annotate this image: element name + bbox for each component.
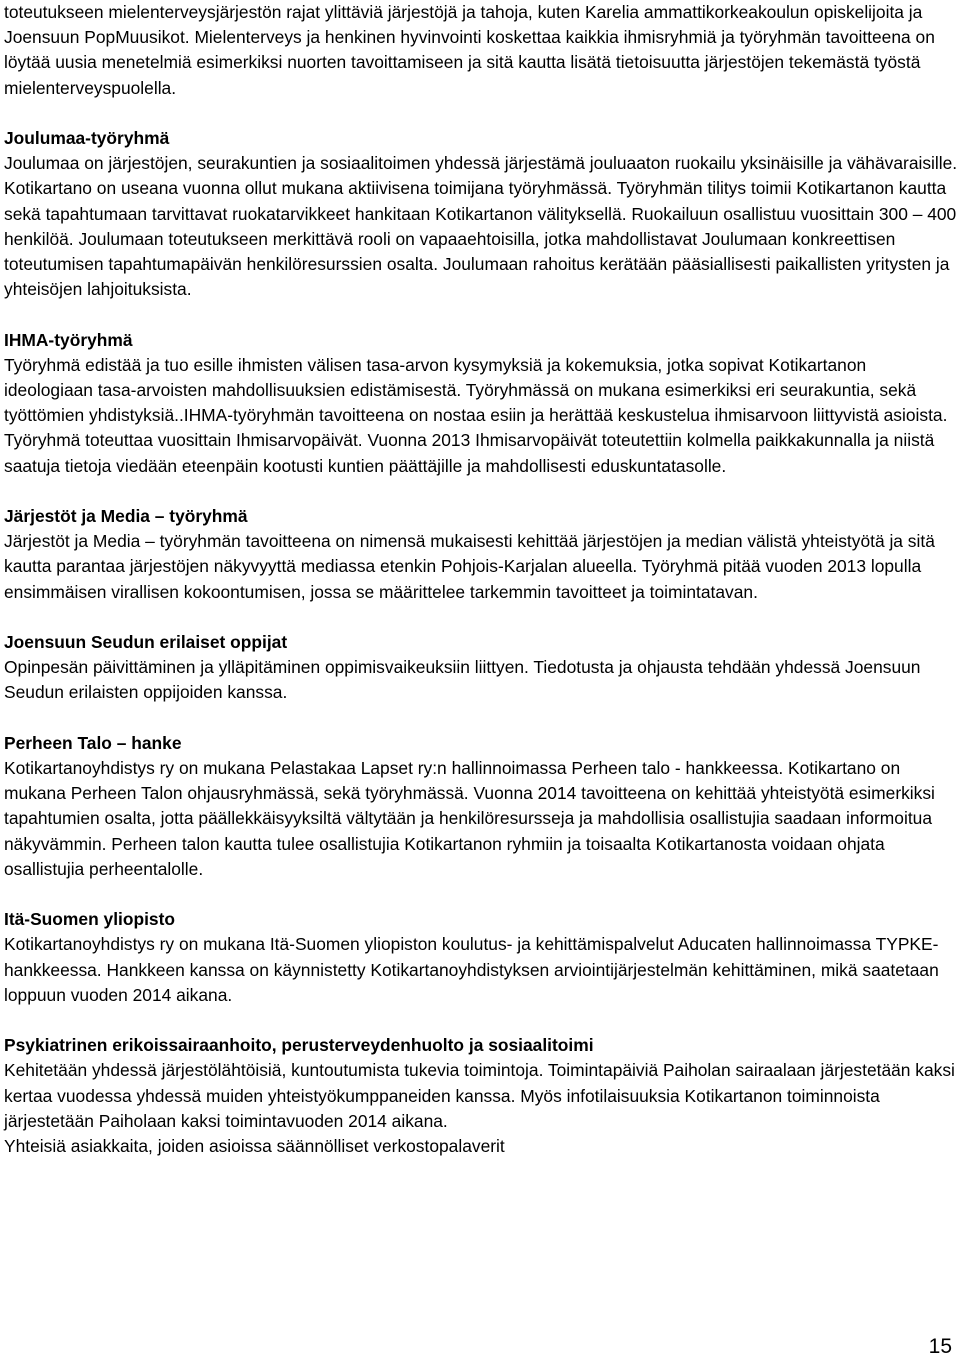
section-heading: Joulumaa-työryhmä — [4, 128, 170, 148]
section-text: Järjestöt ja Media – työryhmän tavoitteena on nimensä mukaisesti kehittää järjestöjen ja median välistä yhteistyötä ja sitä kautta parantaa järjestöjen näkyvyyttä mediassa etenkin Pohjois-Karjalan alueella. Työryhmä pitää vuoden 2013 lopulla ensimmäisen virallisen kokoontumisen, jossa se määrittelee tarkemmin tavoitteet ja toimintatavan. — [4, 531, 935, 602]
section-heading: Joensuun Seudun erilaiset oppijat — [4, 632, 288, 653]
section-text: Työryhmä edistää ja tuo esille ihmisten välisen tasa-arvon kysymyksiä ja kokemuksia, jotka sopivat Kotikartanon ideologiaan tasa-arvoisten mahdollisuuksien edistämisestä. Työryhmässä on mukana esimerkiksi eri seurakuntia, sekä työttömien yhdistyksiä..IHMA-työryhmän tavoitteena on nostaa esiin ja herättää keskustelua ihmisarvoon liittyvistä asioista. Työryhmä toteuttaa vuosittain Ihmisarvopäivät. Vuonna 2013 Ihmisarvopäivät toteutettiin kolmella paikkakunnalla ja niistä saatuja tietoja viedään eteenpäin kootusti kuntien päättäjille ja mahdollisesti eduskuntatasolle. — [4, 354, 948, 476]
document-page — [4, 0, 958, 1159]
section-heading: Psykiatrinen erikoissairaanhoito, perusterveydenhuolto ja sosiaalitoimi — [4, 1035, 594, 1056]
section-jarjestot-media — [4, 504, 958, 605]
section-heading: IHMA-työryhmä — [4, 329, 133, 350]
section-text: Kotikartanoyhdistys ry on mukana Pelastakaa Lapset ry:n hallinnoimassa Perheen talo - hankkeessa. Kotikartano on mukana Perheen Talon ohjausryhmässä, sekä työryhmässä. Vuonna 2014 tavoitteena on kehittää yhteistyötä esimerkiksi tapahtumien osalta, jotta päällekkäisyyksiltä vältytään ja henkilöresursseja ja mahdollisia osallistujia saadaan informoitua näkyvämmin. Perheen talon kautta tulee osallistujia Kotikartanon ryhmiin ja toisaalta Kotikartanosta voidaan ohjata osallistujia perheentalolle. — [4, 758, 935, 879]
intro-paragraph: toteutukseen mielenterveysjärjestön rajat ylittäviä järjestöjä ja tahoja, kuten Karelia ammattikorkeakoulun opiskelijoita ja Joensuun PopMuusikot. Mielenterveys ja henkinen hyvinvointi koskettaa kaikkia ihmisryhmiä ja työryhmän tavoitteena on löytää uusia menetelmiä esimerkiksi nuorten tavoittamiseen ja sitä kautta lisätä tietoisuutta järjestöjen tekemästä työstä mielenterveyspuolella. — [4, 2, 935, 98]
section-ita-suomen-yliopisto — [4, 907, 958, 1008]
section-joulumaa — [4, 126, 958, 302]
section-text: Opinpesän päivittäminen ja ylläpitäminen oppimisvaikeuksiin liittyen. Tiedotusta ja ohjausta tehdään yhdessä Joensuun Seudun erilaisten oppijoiden kanssa. — [4, 657, 921, 703]
section-ihma — [4, 328, 958, 479]
section-heading: Perheen Talo – hanke — [4, 732, 182, 753]
section-heading: Itä-Suomen yliopisto — [4, 909, 176, 930]
section-text: Joulumaa on järjestöjen, seurakuntien ja sosiaalitoimen yhdessä järjestämä jouluaaton ruokailu yksinäisille ja vähävaraisille. Kotikartano on useana vuonna ollut mukana aktiivisena toimijana työryhmässä. Työryhmän tilitys toimii Kotikartanon kautta sekä tapahtumaan tarvittavat ruokatarvikkeet hankitaan Kotikartanon välityksellä. Ruokailuun osallistuu vuosittain 300 – 400 henkilöä. Joulumaan toteutukseen merkittävä rooli on vapaaehtoisilla, jotka mahdollistavat Joulumaan konkreettisen toteutumisen tapahtumapäivän henkilöresurssien osalta. Joulumaan rahoitus kerätään pääsiallisesti paikallisten yritysten ja yhteisöjen lahjoituksista. — [4, 153, 958, 300]
page-number: 15 — [928, 1335, 952, 1358]
section-perheen-talo — [4, 731, 958, 882]
section-text: Kotikartanoyhdistys ry on mukana Itä-Suomen yliopiston koulutus- ja kehittämispalvelut Aducaten hallinnoimassa TYPKE-hankkeessa. Hankkeen kanssa on käynnistetty Kotikartanoyhdistyksen arviointijärjestelmän kehittäminen, mikä saatetaan loppuun vuoden 2014 aikana. — [4, 934, 939, 1005]
section-heading: Järjestöt ja Media – työryhmä — [4, 506, 248, 527]
section-extra-line: Yhteisiä asiakkaita, joiden asioissa säännölliset verkostopalaverit — [4, 1136, 505, 1157]
section-psykiatrinen — [4, 1033, 958, 1159]
section-text: Kehitetään yhdessä järjestölähtöisiä, kuntoutumista tukevia toimintoja. Toimintapäiviä Paiholan sairaalaan järjestetään kaksi kertaa vuodessa yhdessä muiden yhteistyökumppaneiden kanssa. Myös infotilaisuuksia Kotikartanon toiminnoista järjestetään Paiholaan kaksi toimintavuoden 2014 aikana. — [4, 1060, 955, 1131]
section-erilaiset-oppijat — [4, 630, 958, 706]
